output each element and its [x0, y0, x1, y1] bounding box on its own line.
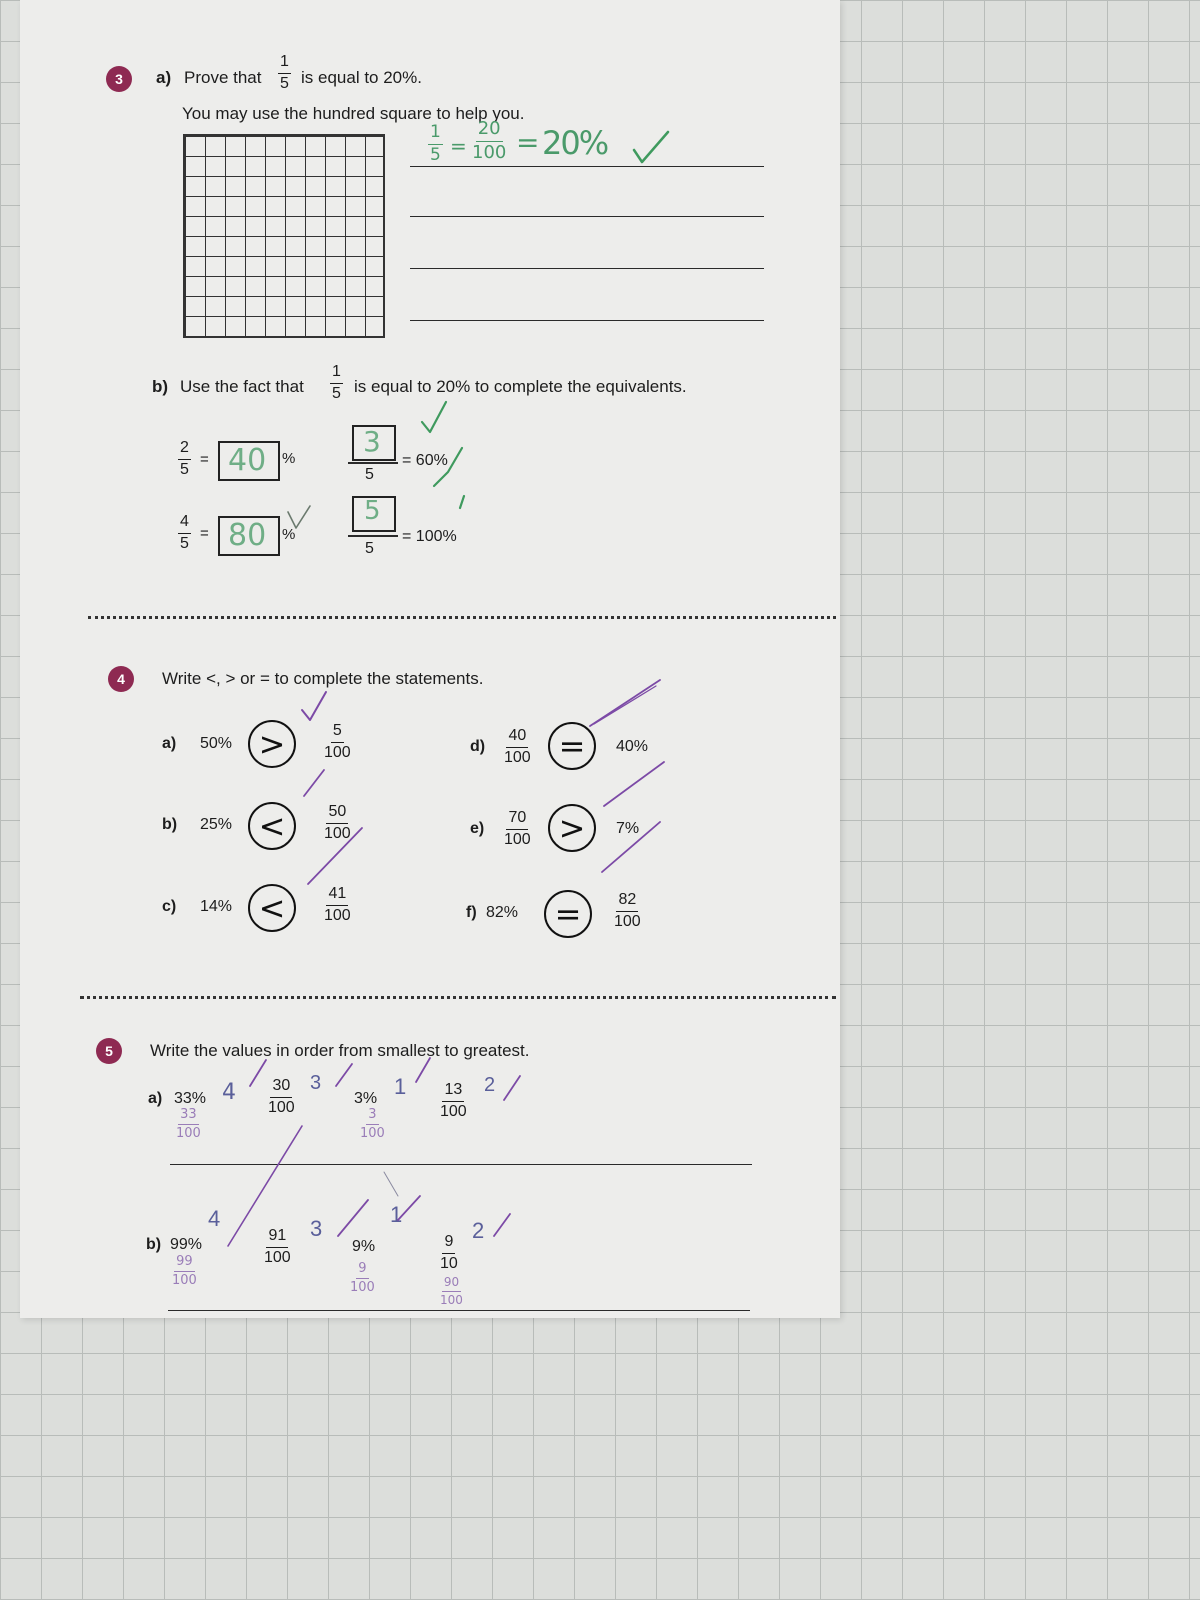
question-number-badge: 5	[96, 1038, 122, 1064]
prompt-text: is equal to 20%.	[301, 68, 422, 87]
part-label: e)	[470, 820, 485, 837]
fraction: $\frac{1}{5}$	[332, 363, 341, 402]
handwritten-working: $\frac{9}{100}$	[350, 1261, 375, 1295]
handwritten-fraction: $\frac{20}{100}$	[472, 118, 507, 163]
purple-tick-icon	[336, 1064, 352, 1086]
purple-tick-icon	[250, 1060, 266, 1086]
handwritten-equals: =	[516, 126, 540, 159]
fraction: $\frac{91}{100}$	[264, 1227, 291, 1266]
equals-sign: =	[200, 451, 209, 468]
pen-stroke	[384, 1172, 398, 1196]
purple-tick-icon	[602, 822, 660, 872]
pen-marks	[20, 0, 840, 1318]
value: 25%	[200, 816, 233, 833]
handwritten-rank: 2	[484, 1074, 496, 1096]
green-tick-icon	[434, 448, 462, 486]
part-label: d)	[470, 738, 486, 755]
fraction: $\frac{82}{100}$	[614, 891, 641, 930]
handwritten-rank: 4	[222, 1080, 236, 1105]
handwritten-fraction: $\frac{1}{5}$	[430, 122, 441, 165]
handwritten-working: $\frac{33}{100}$	[176, 1107, 201, 1141]
purple-tick-icon	[504, 1076, 520, 1100]
part-label: a)	[162, 735, 177, 752]
value: 82%	[486, 904, 519, 921]
handwritten-answer: 3	[363, 425, 381, 458]
question-number-badge: 3	[106, 66, 132, 92]
comparison-circle[interactable]: =	[548, 722, 596, 770]
part-label: a)	[148, 1090, 163, 1107]
equation-rhs: = 60%	[402, 452, 448, 469]
green-tick-icon	[460, 496, 464, 508]
purple-tick-icon	[416, 1058, 430, 1082]
purple-tick-icon	[604, 762, 664, 806]
handwritten-rank: 1	[394, 1074, 407, 1099]
purple-tick-icon	[304, 770, 324, 796]
fraction: $\frac{2}{5}$	[180, 439, 189, 478]
value: 40%	[616, 738, 649, 755]
purple-tick-icon	[494, 1214, 510, 1236]
comparison-circle[interactable]: <	[248, 884, 296, 932]
green-tick-icon	[422, 402, 446, 432]
fraction-denominator: 5	[365, 466, 374, 483]
value: 7%	[616, 820, 640, 837]
equation-rhs: = 100%	[402, 528, 457, 545]
fraction-denominator: 5	[365, 540, 374, 557]
fraction: $\frac{40}{100}$	[504, 727, 531, 766]
comparison-circle[interactable]: =	[544, 890, 592, 938]
percent-sign: %	[282, 450, 296, 467]
tick-icon	[288, 506, 310, 528]
handwritten-rank: 1	[390, 1202, 403, 1227]
handwritten-rank: 3	[310, 1216, 323, 1241]
value: 9%	[352, 1238, 376, 1255]
fraction: $\frac{9}{10}$	[440, 1233, 458, 1272]
handwritten-rank: 4	[208, 1206, 221, 1231]
purple-tick-icon	[594, 686, 656, 724]
value: 14%	[200, 898, 233, 915]
question-number-badge: 4	[108, 666, 134, 692]
handwritten-equals: =	[450, 134, 467, 158]
handwritten-answer: 40	[228, 443, 267, 478]
purple-tick-icon	[228, 1126, 302, 1246]
fraction: $\frac{4}{5}$	[180, 513, 189, 552]
instruction-text: Write the values in order from smallest to greatest.	[150, 1041, 530, 1060]
fraction: $\frac{5}{100}$	[324, 722, 351, 761]
part-label: a)	[156, 68, 172, 87]
handwritten-working: $\frac{3}{100}$	[360, 1107, 385, 1141]
value: 3%	[354, 1090, 378, 1107]
prompt-text: is equal to 20% to complete the equivalents.	[354, 377, 687, 396]
purple-tick-icon	[398, 1196, 420, 1220]
equals-sign: =	[200, 525, 209, 542]
handwritten-answer: 80	[228, 518, 267, 553]
purple-tick-icon	[338, 1200, 368, 1236]
handwritten-working: $\frac{90}{100}$	[440, 1275, 463, 1307]
handwritten-working: $\frac{99}{100}$	[172, 1254, 197, 1288]
value: 99%	[170, 1236, 203, 1253]
purple-tick-icon	[590, 680, 660, 726]
value: 50%	[200, 735, 233, 752]
comparison-circle[interactable]: >	[248, 720, 296, 768]
fraction: $\frac{13}{100}$	[440, 1081, 467, 1120]
hint-text: You may use the hundred square to help you.	[182, 104, 525, 123]
part-label: c)	[162, 898, 177, 915]
part-label: b)	[162, 816, 178, 833]
value: 33%	[174, 1090, 207, 1107]
handwritten-answer: 5	[364, 496, 381, 526]
worksheet	[20, 0, 840, 1318]
fraction: $\frac{50}{100}$	[324, 803, 351, 842]
comparison-circle[interactable]: >	[548, 804, 596, 852]
fraction: $\frac{70}{100}$	[504, 809, 531, 848]
part-label: f)	[466, 904, 477, 921]
fraction: $\frac{41}{100}$	[324, 885, 351, 924]
percent-sign: %	[282, 526, 296, 543]
handwritten-answer: 20%	[542, 124, 608, 162]
part-label: b)	[146, 1236, 162, 1253]
purple-tick-icon	[302, 692, 326, 720]
fraction: $\frac{30}{100}$	[268, 1077, 295, 1116]
purple-tick-icon	[308, 828, 362, 884]
handwritten-rank: 2	[472, 1218, 485, 1243]
comparison-circle[interactable]: <	[248, 802, 296, 850]
prompt-text: Use the fact that	[180, 377, 304, 396]
instruction-text: Write <, > or = to complete the statements.	[162, 669, 484, 688]
handwritten-rank: 3	[310, 1072, 322, 1094]
fraction: $\frac{1}{5}$	[280, 53, 289, 92]
prompt-text: Prove that	[184, 68, 262, 87]
green-tick-icon	[634, 132, 668, 162]
part-label: b)	[152, 377, 169, 396]
